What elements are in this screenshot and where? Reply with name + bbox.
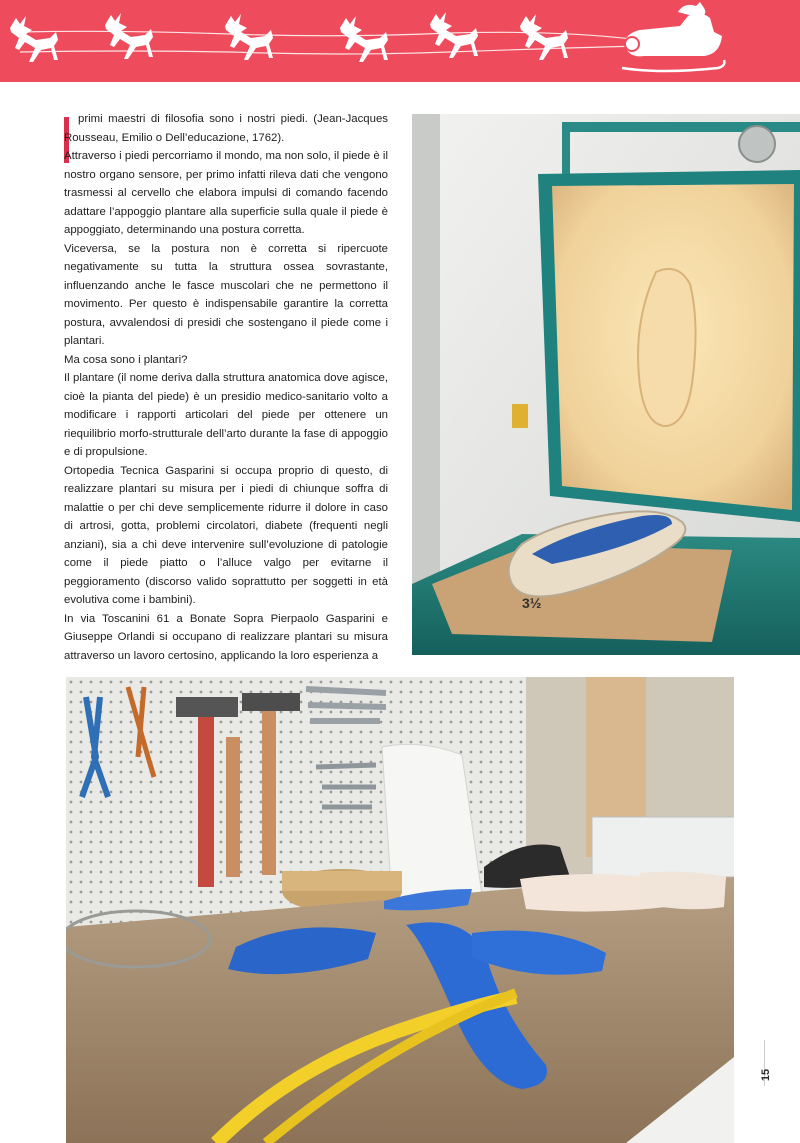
mold-size-label: 3½ [522, 595, 542, 611]
article-paragraph: Attraverso i piedi percorriamo il mondo, ma non solo, il piede è il nostro organo sensore, per primo infatti rileva dati che vengono trasmessi al cervello che elabora impulsi di comando facendo adattare l’appoggio plantare alla superficie sulla quale il piede è appoggiato, determinando una postura corretta. [64, 150, 388, 236]
reindeer-icon [10, 12, 568, 62]
article-paragraph: primi maestri di filosofia sono i nostri piedi. (Jean-Jacques Rousseau, Emilio o Dell’educazione, 1762). [64, 113, 388, 144]
photo-vacuum-press [412, 114, 800, 655]
page-number: 15 [760, 1068, 772, 1082]
sleigh-icon [622, 2, 724, 71]
article-paragraph: Il plantare (il nome deriva dalla struttura anatomica dove agisce, cioè la pianta del piede) è un presidio medico-sanitario volto a modificare i rapporti articolari del piede per ottenere un riequilibrio morfo-strutturale dell’arto durante la fase di appoggio e di propulsione. [64, 372, 388, 458]
article-paragraph: Ma cosa sono i plantari? [64, 353, 188, 366]
article-paragraph: Viceversa, se la postura non è corretta si ripercuote negativamente su tutta la struttura ossea sovrastante, influenzando anche le fasce muscolari che ne permettono il movimento. Per questo è indispensabile garantire la corretta postura, avvalendosi di presidi che sostengano il piede come i plantari. [64, 242, 388, 347]
article-paragraph: Ortopedia Tecnica Gasparini si occupa proprio di questo, di realizzare plantari su misura per i piedi di chiunque soffra di malattie o per chi deve semplicemente ridurre il dolore in caso di artrosi, gotta, problemi circolatori, diabete (frequenti negli anziani), sia a chi deve intervenire sull’evoluzione di patologie come il piede piatto o l’alluce valgo per evitarne il peggioramento (discorso valido soprattutto per soggetti in età evolutiva come i bambini). [64, 464, 388, 606]
photo-workshop-insoles [66, 677, 734, 1143]
article-paragraph: In via Toscanini 61 a Bonate Sopra Pierpaolo Gasparini e Giuseppe Orlandi si occupano di realizzare plantari su misura attraverso un lavoro certosino, applicando la loro esperienza a [64, 612, 388, 662]
reindeer-sleigh-illustration [0, 0, 800, 82]
christmas-banner [0, 0, 800, 82]
article-body [64, 110, 388, 665]
